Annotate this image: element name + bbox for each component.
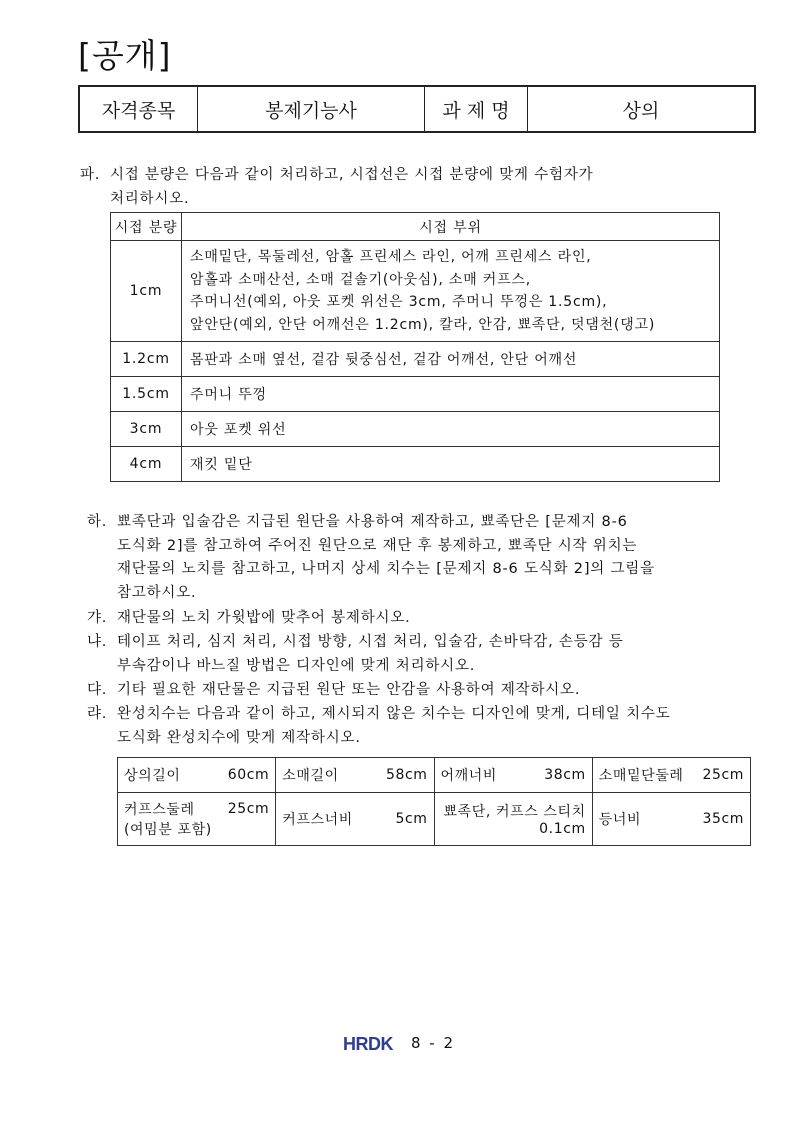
finished-size-table — [117, 757, 751, 846]
seam-location: 아웃 포켓 위선 — [182, 412, 720, 447]
size-note: (여밈분 포함) — [124, 822, 212, 838]
seam-allowance-table — [110, 212, 720, 482]
instruction-text: 참고하시오. — [117, 584, 197, 601]
size-value: 25cm — [702, 767, 744, 783]
instruction-text: 처리하시오. — [110, 190, 190, 207]
exam-info-table — [78, 85, 756, 133]
table-row — [111, 342, 720, 377]
table-row — [118, 758, 751, 793]
size-value: 0.1cm — [539, 821, 586, 837]
instruction-da — [87, 679, 580, 703]
seam-location-line: 소매밑단, 목둘레선, 암홀 프린세스 라인, 어깨 프린세스 라인, — [190, 249, 592, 265]
table-row — [111, 412, 720, 447]
page-footer — [343, 1033, 455, 1053]
seam-amount: 1cm — [111, 241, 182, 342]
size-label: 상의길이 — [124, 768, 181, 784]
size-value: 58cm — [385, 767, 428, 783]
table-row — [111, 447, 720, 482]
size-value: 5cm — [395, 811, 428, 827]
size-cell — [592, 793, 750, 846]
hrdk-logo — [343, 1033, 405, 1053]
instruction-nya — [87, 631, 624, 678]
seam-location: 주머니 뚜껑 — [182, 377, 720, 412]
seam-location-header: 시접 부위 — [182, 213, 720, 241]
instruction-text: 뾰족단과 입술감은 지급된 원단을 사용하여 제작하고, 뾰족단은 [문제지 8-6 — [117, 514, 628, 530]
seam-location-line: 암홀과 소매산선, 소매 겉솔기(아웃심), 소매 커프스, — [190, 271, 532, 288]
table-row — [111, 241, 720, 342]
seam-amount-header: 시접 분량 — [111, 213, 182, 241]
item-mark: 랴. — [87, 706, 108, 722]
item-mark: 하. — [87, 514, 108, 530]
qualification-value: 봉제기능사 — [198, 86, 425, 132]
table-row — [111, 377, 720, 412]
task-name-value: 상의 — [528, 86, 756, 132]
instruction-text: 도식화 2]를 참고하여 주어진 원단으로 재단 후 봉제하고, 뾰족단 시작 위치는 — [117, 537, 638, 554]
seam-amount: 1.2cm — [111, 342, 182, 377]
qualification-label: 자격종목 — [79, 86, 198, 132]
seam-location: 몸판과 소매 옆선, 겉감 뒷중심선, 겉감 어깨선, 안단 어깨선 — [182, 342, 720, 377]
size-cell — [276, 758, 434, 793]
size-cell — [434, 793, 592, 846]
page-number: 8 - 2 — [411, 1034, 456, 1052]
item-mark: 갸. — [87, 610, 108, 626]
instruction-ha — [87, 511, 655, 605]
size-value: 35cm — [702, 811, 744, 827]
size-label: 뾰족단, 커프스 스티치 — [443, 804, 586, 820]
instruction-text: 재단물의 노치 가윗밥에 맞추어 봉제하시오. — [117, 610, 411, 626]
size-value: 25cm — [227, 801, 270, 817]
seam-amount: 4cm — [111, 447, 182, 482]
public-label: [공개] — [78, 36, 172, 75]
item-mark: 냐. — [87, 634, 108, 650]
instruction-text: 부속감이나 바느질 방법은 디자인에 맞게 처리하시오. — [117, 657, 476, 674]
size-value: 60cm — [227, 767, 270, 783]
table-row — [118, 793, 751, 846]
seam-location-line: 주머니선(예외, 아웃 포켓 위선은 3cm, 주머니 뚜껑은 1.5cm), — [190, 294, 608, 310]
seam-amount: 3cm — [111, 412, 182, 447]
seam-amount: 1.5cm — [111, 377, 182, 412]
seam-location-line: 앞안단(예외, 안단 어깨선은 1.2cm), 칼라, 안감, 뾰족단, 덧댐천(댕고) — [190, 316, 656, 333]
size-value: 38cm — [544, 767, 586, 783]
svg-text:HRDK: HRDK — [343, 1034, 393, 1053]
instruction-text: 테이프 처리, 심지 처리, 시접 방향, 시접 처리, 입술감, 손바닥감, 손등감 등 — [117, 634, 624, 650]
item-mark: 댜. — [87, 682, 108, 698]
size-label: 소매길이 — [282, 768, 339, 784]
size-cell — [118, 758, 276, 793]
size-label: 어깨너비 — [440, 768, 497, 784]
seam-location — [182, 241, 720, 342]
instruction-gya — [87, 607, 411, 631]
size-label: 커프스둘레 — [124, 802, 195, 818]
instruction-text: 기타 필요한 재단물은 지급된 원단 또는 안감을 사용하여 제작하시오. — [117, 682, 581, 698]
instruction-text: 시접 분량은 다음과 같이 처리하고, 시접선은 시접 분량에 맞게 수험자가 — [110, 167, 594, 183]
instruction-text: 재단물의 노치를 참고하고, 나머지 상세 치수는 [문제지 8-6 도식화 2]의 그림을 — [117, 561, 655, 577]
size-cell — [276, 793, 434, 846]
size-cell — [118, 793, 276, 846]
size-label: 등너비 — [598, 812, 642, 828]
task-name-label: 과 제 명 — [425, 86, 528, 132]
size-label: 소매밑단둘레 — [598, 768, 684, 784]
instruction-ra — [87, 703, 671, 750]
size-cell — [434, 758, 592, 793]
instruction-text: 완성치수는 다음과 같이 하고, 제시되지 않은 치수는 디자인에 맞게, 디테일 치수도 — [117, 706, 671, 722]
size-cell — [592, 758, 750, 793]
instruction-pa — [80, 164, 594, 211]
instruction-text: 도식화 완성치수에 맞게 제작하시오. — [117, 729, 361, 746]
item-mark: 파. — [80, 167, 101, 183]
size-label: 커프스너비 — [282, 812, 353, 828]
seam-location: 재킷 밑단 — [182, 447, 720, 482]
